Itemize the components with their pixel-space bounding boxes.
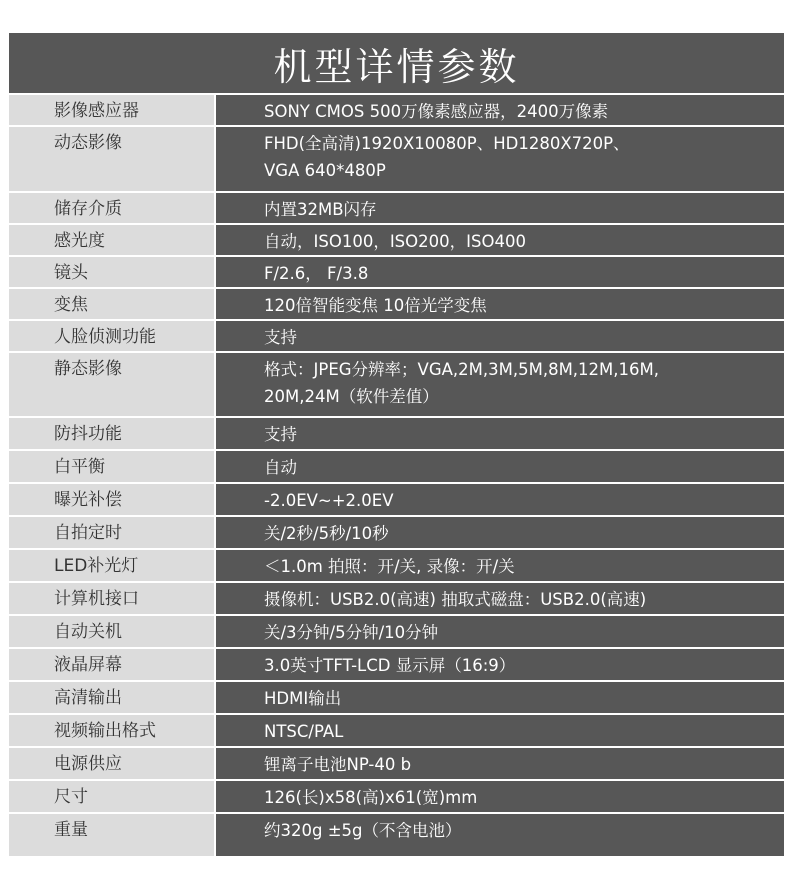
table-row — [9, 748, 784, 779]
table-row — [9, 484, 784, 515]
page-title: 机型详情参数 — [273, 44, 520, 89]
spec-label: 电源供应 — [9, 748, 214, 779]
spec-value: 支持 — [216, 321, 784, 351]
table-row — [9, 451, 784, 482]
spec-value: 关/3分钟/5分钟/10分钟 — [216, 616, 784, 647]
spec-value: 关/2秒/5秒/10秒 — [216, 517, 784, 548]
table-row — [9, 715, 784, 746]
table-row — [9, 95, 784, 125]
table-row — [9, 616, 784, 647]
spec-label: 镜头 — [9, 257, 214, 287]
spec-value: 约320g ±5g（不含电池） — [216, 814, 784, 856]
table-row — [9, 353, 784, 416]
spec-value: 摄像机：USB2.0(高速) 抽取式磁盘：USB2.0(高速) — [216, 583, 784, 614]
table-row — [9, 225, 784, 255]
table-row — [9, 321, 784, 351]
spec-label: 变焦 — [9, 289, 214, 319]
spec-value: -2.0EV~+2.0EV — [216, 484, 784, 515]
spec-label: 曝光补偿 — [9, 484, 214, 515]
spec-table — [9, 33, 784, 856]
spec-value: NTSC/PAL — [216, 715, 784, 746]
spec-value: 支持 — [216, 418, 784, 449]
table-row — [9, 550, 784, 581]
spec-label: 计算机接口 — [9, 583, 214, 614]
spec-label: 自动关机 — [9, 616, 214, 647]
spec-value: 内置32MB闪存 — [216, 193, 784, 223]
spec-label: 尺寸 — [9, 781, 214, 812]
spec-value: 120倍智能变焦 10倍光学变焦 — [216, 289, 784, 319]
spec-label: 储存介质 — [9, 193, 214, 223]
spec-label: 静态影像 — [9, 353, 214, 416]
table-row — [9, 289, 784, 319]
table-row — [9, 127, 784, 191]
table-row — [9, 418, 784, 449]
spec-value: FHD(全高清)1920X10080P、HD1280X720P、 VGA 640*480P — [216, 127, 784, 191]
spec-label: 动态影像 — [9, 127, 214, 191]
spec-label: 高清输出 — [9, 682, 214, 713]
table-row — [9, 781, 784, 812]
spec-value: HDMI输出 — [216, 682, 784, 713]
table-row — [9, 583, 784, 614]
spec-value: 自动，ISO100，ISO200，ISO400 — [216, 225, 784, 255]
spec-label: 感光度 — [9, 225, 214, 255]
table-row — [9, 517, 784, 548]
spec-value: ＜1.0m 拍照：开/关, 录像：开/关 — [216, 550, 784, 581]
spec-label: LED补光灯 — [9, 550, 214, 581]
table-row — [9, 649, 784, 680]
spec-value: 3.0英寸TFT-LCD 显示屏（16:9） — [216, 649, 784, 680]
spec-value: F/2.6， F/3.8 — [216, 257, 784, 287]
spec-label: 重量 — [9, 814, 214, 856]
spec-value: SONY CMOS 500万像素感应器，2400万像素 — [216, 95, 784, 125]
title-bar — [9, 33, 784, 93]
spec-label: 视频输出格式 — [9, 715, 214, 746]
table-row — [9, 814, 784, 856]
table-row — [9, 257, 784, 287]
spec-value: 126(长)x58(高)x61(宽)mm — [216, 781, 784, 812]
spec-label: 液晶屏幕 — [9, 649, 214, 680]
spec-label: 自拍定时 — [9, 517, 214, 548]
spec-value: 自动 — [216, 451, 784, 482]
spec-label: 白平衡 — [9, 451, 214, 482]
spec-label: 防抖功能 — [9, 418, 214, 449]
table-row — [9, 193, 784, 223]
spec-value: 格式：JPEG分辨率；VGA,2M,3M,5M,8M,12M,16M, 20M,24M（软件差值） — [216, 353, 784, 416]
spec-value: 锂离子电池NP-40 b — [216, 748, 784, 779]
spec-label: 人脸侦测功能 — [9, 321, 214, 351]
spec-label: 影像感应器 — [9, 95, 214, 125]
table-row — [9, 682, 784, 713]
